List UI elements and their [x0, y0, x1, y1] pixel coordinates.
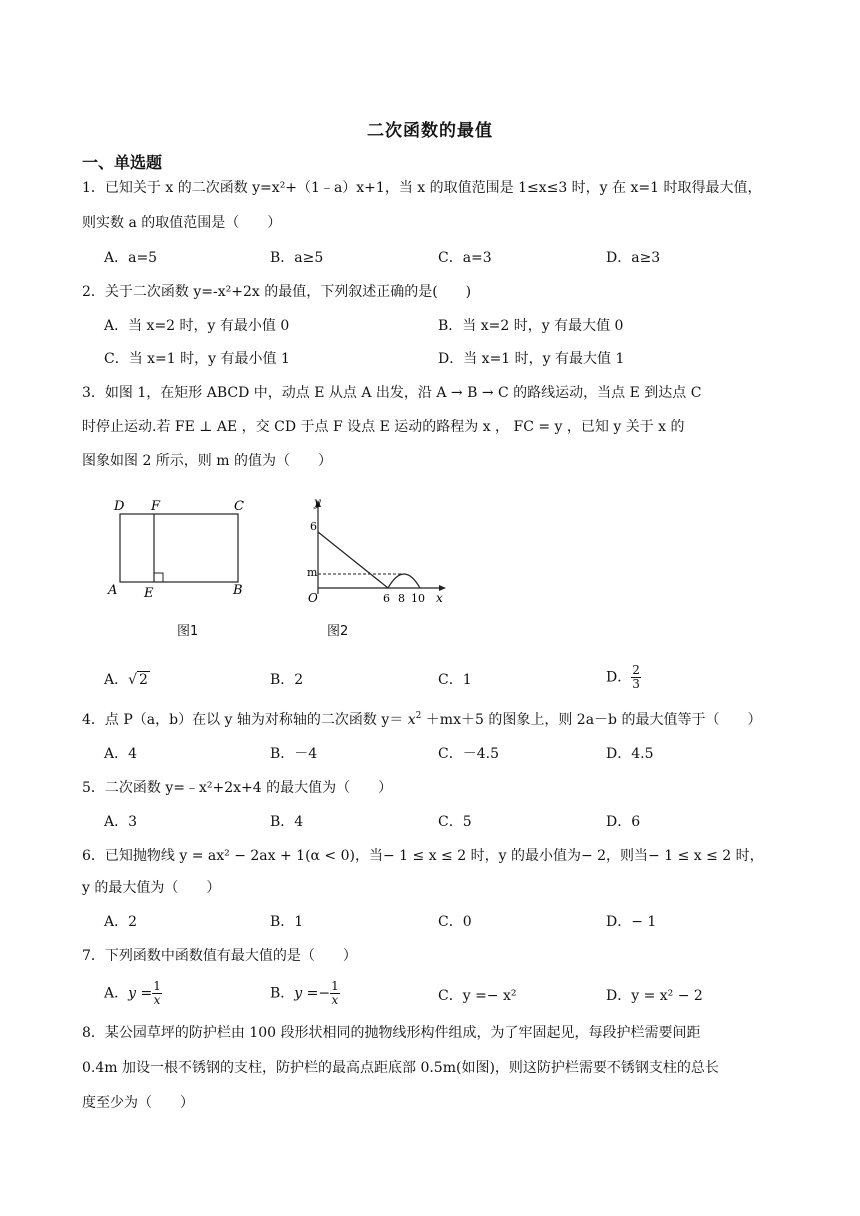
q2-option-c[interactable]: C．当 x=1 时，y 有最小值 1 — [104, 351, 290, 367]
q2-option-b[interactable]: B．当 x=2 时，y 有最大值 0 — [438, 318, 624, 334]
sqrt-expression — [128, 670, 150, 690]
q1-option-c[interactable]: C．a=3 — [438, 250, 492, 266]
fig1-label-a: A — [108, 583, 118, 598]
q3-option-a[interactable] — [104, 670, 150, 690]
q3-option-c[interactable]: C．1 — [438, 672, 472, 688]
page-title: 二次函数的最值 — [367, 121, 493, 141]
q8-stem-line3: 度至少为（ ） — [82, 1095, 194, 1111]
q4-option-a[interactable]: A．4 — [104, 746, 138, 762]
q6-option-c[interactable]: C．0 — [438, 914, 472, 930]
q1-option-a[interactable]: A．a=5 — [104, 250, 158, 266]
fraction — [631, 664, 641, 691]
q1-option-b[interactable]: B．a≥5 — [270, 250, 324, 266]
fig1-label-f: F — [151, 499, 161, 514]
fraction-numerator: 1 — [331, 979, 339, 993]
q1-option-d[interactable]: D．a≥3 — [606, 250, 661, 266]
figure-1-caption: 图1 — [177, 624, 199, 639]
fig2-tick-10: 10 — [411, 592, 425, 605]
q3-option-a-prefix: A． — [104, 672, 129, 688]
q4-stem-var: x — [407, 712, 416, 728]
q4-stem-exponent: 2 — [415, 711, 422, 721]
q4-stem-part1: 4．点 P（a，b）在以 y 轴为对称轴的二次函数 y＝ — [82, 712, 408, 728]
figure-2-caption: 图2 — [327, 624, 349, 639]
fraction — [330, 980, 340, 1007]
q4-stem — [82, 710, 761, 730]
fig1-label-e: E — [144, 586, 154, 601]
fig2-tick-6: 6 — [383, 592, 390, 605]
fig1-label-c: C — [234, 499, 244, 514]
q6-stem-line1: 6．已知抛物线 y = ax² − 2ax + 1(α < 0)，当− 1 ≤ x ≤ 2 时，y 的最小值为− 2，则当− 1 ≤ x ≤ 2 时， — [82, 848, 764, 864]
sqrt-symbol: √ — [128, 672, 138, 688]
q5-stem: 5．二次函数 y=﹣x²+2x+4 的最大值为（ ） — [82, 780, 393, 796]
q3-option-d[interactable] — [606, 664, 641, 691]
section-heading: 一、单选题 — [82, 153, 163, 172]
q5-option-c[interactable]: C．5 — [438, 814, 472, 830]
q7-option-c[interactable]: C．y =− x² — [438, 988, 517, 1004]
q8-stem-line2: 0.4m 加设一根不锈钢的支柱，防护栏的最高点距底部 0.5m(如图)，则这防护栏需要不锈钢支柱的总长 — [82, 1060, 719, 1076]
q1-stem-line1: 1．已知关于 x 的二次函数 y=x²+（1﹣a）x+1，当 x 的取值范围是 1≤x≤3 时，y 在 x=1 时取得最大值， — [82, 180, 762, 196]
figure-2-graph — [300, 494, 460, 612]
sqrt-radicand: 2 — [139, 672, 148, 688]
q5-option-d[interactable]: D．6 — [606, 814, 641, 830]
q7-option-b-prefix: B． — [270, 985, 295, 1002]
fig2-tick-8: 8 — [398, 592, 405, 605]
q3-stem-line3: 图象如图 2 所示，则 m 的值为（ ） — [82, 453, 332, 469]
fig2-label-x: x — [436, 591, 443, 605]
q4-option-d[interactable]: D．4.5 — [606, 746, 654, 762]
fig1-label-d: D — [114, 499, 125, 514]
q7-option-b-lhs: y =− — [294, 985, 331, 1002]
q4-stem-part2: ＋mx＋5 的图象上，则 2a－b 的最大值等于（ ） — [421, 712, 762, 728]
q7-stem: 7．下列函数中函数值有最大值的是（ ） — [82, 948, 357, 964]
fraction-denominator: x — [153, 993, 161, 1007]
q2-option-d[interactable]: D．当 x=1 时，y 有最大值 1 — [438, 351, 625, 367]
q2-option-a[interactable]: A．当 x=2 时，y 有最小值 0 — [104, 318, 290, 334]
q3-stem-line2: 时停止运动.若 FE ⊥ AE ，交 CD 于点 F 设点 E 运动的路程为 x ， FC = y ，已知 y 关于 x 的 — [82, 419, 685, 435]
q4-option-b[interactable]: B．－4 — [270, 746, 318, 762]
q7-option-b[interactable] — [270, 980, 340, 1007]
fig2-label-y: y — [314, 495, 321, 509]
fraction-denominator: x — [331, 993, 339, 1007]
q6-option-a[interactable]: A．2 — [104, 914, 138, 930]
fig1-label-b: B — [233, 583, 243, 598]
q1-stem-line2: 则实数 a 的取值范围是（ ） — [82, 215, 282, 231]
fig2-label-6: 6 — [310, 520, 317, 533]
q7-option-a-lhs: y = — [128, 985, 153, 1002]
q3-option-b[interactable]: B．2 — [270, 672, 304, 688]
q3-stem-line1: 3．如图 1，在矩形 ABCD 中，动点 E 从点 A 出发，沿 A → B → C 的路线运动，当点 E 到达点 C — [82, 385, 702, 401]
fig2-label-origin: O — [308, 591, 318, 605]
fraction-numerator: 1 — [153, 979, 161, 993]
figure-1-rectangle — [100, 494, 260, 606]
fraction — [152, 980, 162, 1007]
q7-option-d[interactable]: D．y = x² − 2 — [606, 988, 703, 1004]
q8-stem-line1: 8．某公园草坪的防护栏由 100 段形状相同的抛物线形构件组成，为了牢固起见，每段护栏需要间距 — [82, 1025, 701, 1041]
q4-option-c[interactable]: C．－4.5 — [438, 746, 499, 762]
fraction-numerator: 2 — [632, 663, 640, 677]
q7-option-a[interactable] — [104, 980, 162, 1007]
q6-stem-line2: y 的最大值为（ ） — [82, 880, 221, 896]
q5-option-a[interactable]: A．3 — [104, 814, 138, 830]
q3-option-d-prefix: D． — [606, 669, 632, 686]
q6-option-b[interactable]: B．1 — [270, 914, 304, 930]
fraction-denominator: 3 — [632, 677, 640, 691]
q2-stem: 2．关于二次函数 y=-x²+2x 的最值，下列叙述正确的是( ) — [82, 284, 472, 300]
q6-option-d[interactable]: D．− 1 — [606, 914, 657, 930]
q5-option-b[interactable]: B．4 — [270, 814, 304, 830]
q7-option-a-prefix: A． — [104, 985, 129, 1002]
fig2-label-m: m — [307, 566, 318, 579]
